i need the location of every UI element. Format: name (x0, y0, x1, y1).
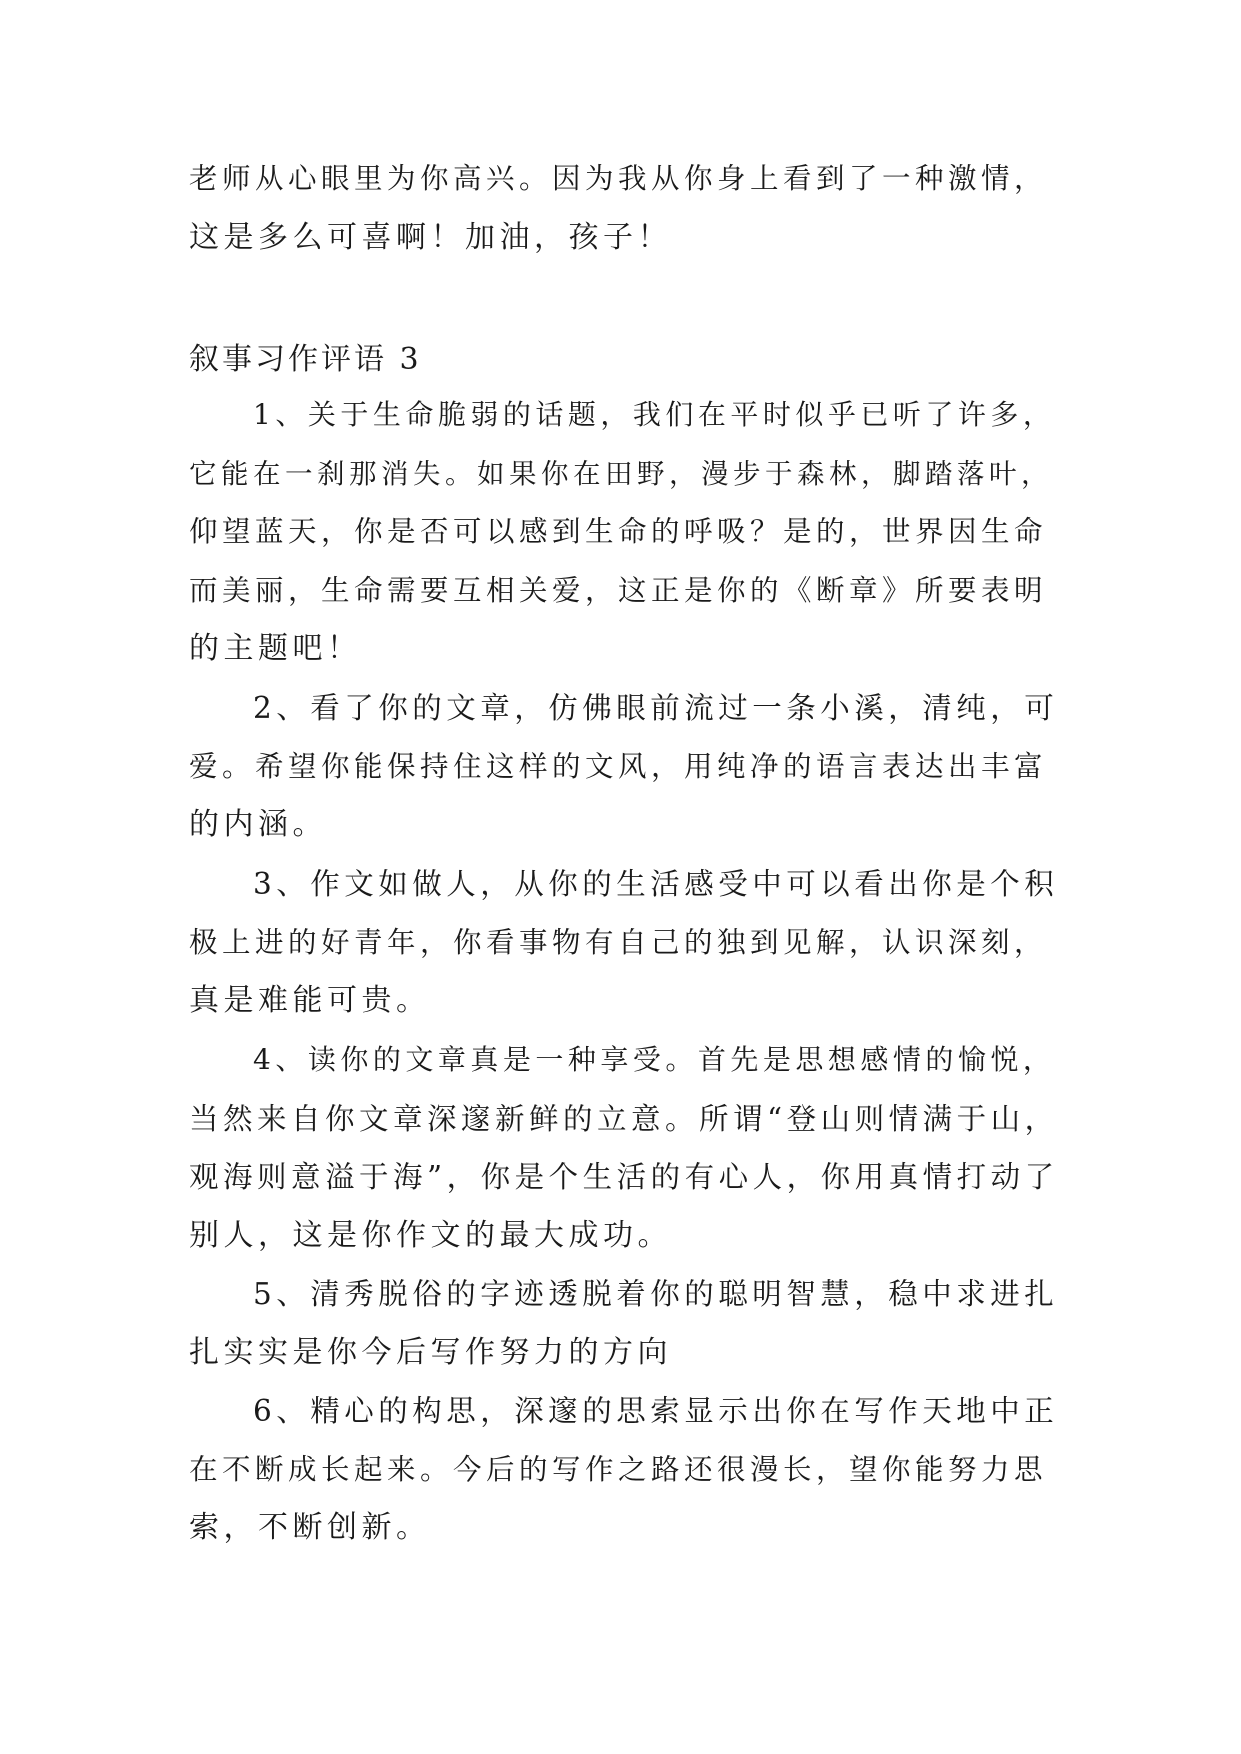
comment-paragraph-1 (189, 386, 1059, 679)
text-line: 爱。希望你能保持住这样的文风，用纯净的语言表达出丰富 (189, 749, 1048, 783)
text-line: 仰望蓝天，你是否可以感到生命的呼吸？是的，世界因生命 (189, 515, 1048, 548)
text-line: 老师从心眼里为你高兴。因为我从你身上看到了一种激情， (189, 162, 1048, 195)
comment-paragraph-5 (189, 1265, 1059, 1382)
section-heading: 叙事习作评语 3 (189, 342, 422, 377)
intro-paragraph (189, 150, 1059, 267)
text-line: 3、作文如做人，从你的生活感受中可以看出你是个积 (253, 867, 1059, 901)
text-line: 1、关于生命脆弱的话题，我们在平时似乎已听了许多， (253, 398, 1056, 431)
text-line: 当然来自你文章深邃新鲜的立意。所谓“登山则情满于山， (189, 1101, 1059, 1136)
text-line: 而美丽，生命需要互相关爱，这正是你的《断章》所要表明 (189, 573, 1048, 607)
text-line: 6、精心的构思，深邃的思索显示出你在写作天地中正 (253, 1394, 1059, 1428)
text-line: 它能在一刹那消失。如果你在田野，漫步于森林，脚踏落叶， (189, 457, 1053, 490)
text-line: 极上进的好青年，你看事物有自己的独到见解，认识深刻， (189, 925, 1048, 959)
text-line: 别人，这是你作文的最大成功。 (189, 1217, 672, 1253)
text-line: 扎实实是你今后写作努力的方向 (189, 1334, 672, 1370)
text-line: 的内涵。 (189, 807, 327, 842)
comment-paragraph-4 (189, 1031, 1059, 1265)
text-line: 5、清秀脱俗的字迹透脱着你的聪明智慧，稳中求进扎 (253, 1277, 1059, 1311)
text-line: 观海则意溢于海”，你是个生活的有心人，你用真情打动了 (189, 1160, 1059, 1194)
text-line: 真是难能可贵。 (189, 983, 431, 1018)
text-line: 索，不断创新。 (189, 1510, 431, 1545)
text-line: 在不断成长起来。今后的写作之路还很漫长，望你能努力思 (189, 1452, 1048, 1486)
text-line: 4、读你的文章真是一种享受。首先是思想感情的愉悦， (253, 1043, 1056, 1076)
comment-paragraph-6 (189, 1382, 1059, 1558)
text-line: 这是多么可喜啊！加油，孩子！ (189, 219, 672, 255)
text-line: 2、看了你的文章，仿佛眼前流过一条小溪，清纯，可 (253, 691, 1059, 725)
comment-paragraph-3 (189, 855, 1059, 1031)
comment-paragraph-2 (189, 679, 1059, 855)
text-line: 的主题吧！ (189, 631, 362, 666)
